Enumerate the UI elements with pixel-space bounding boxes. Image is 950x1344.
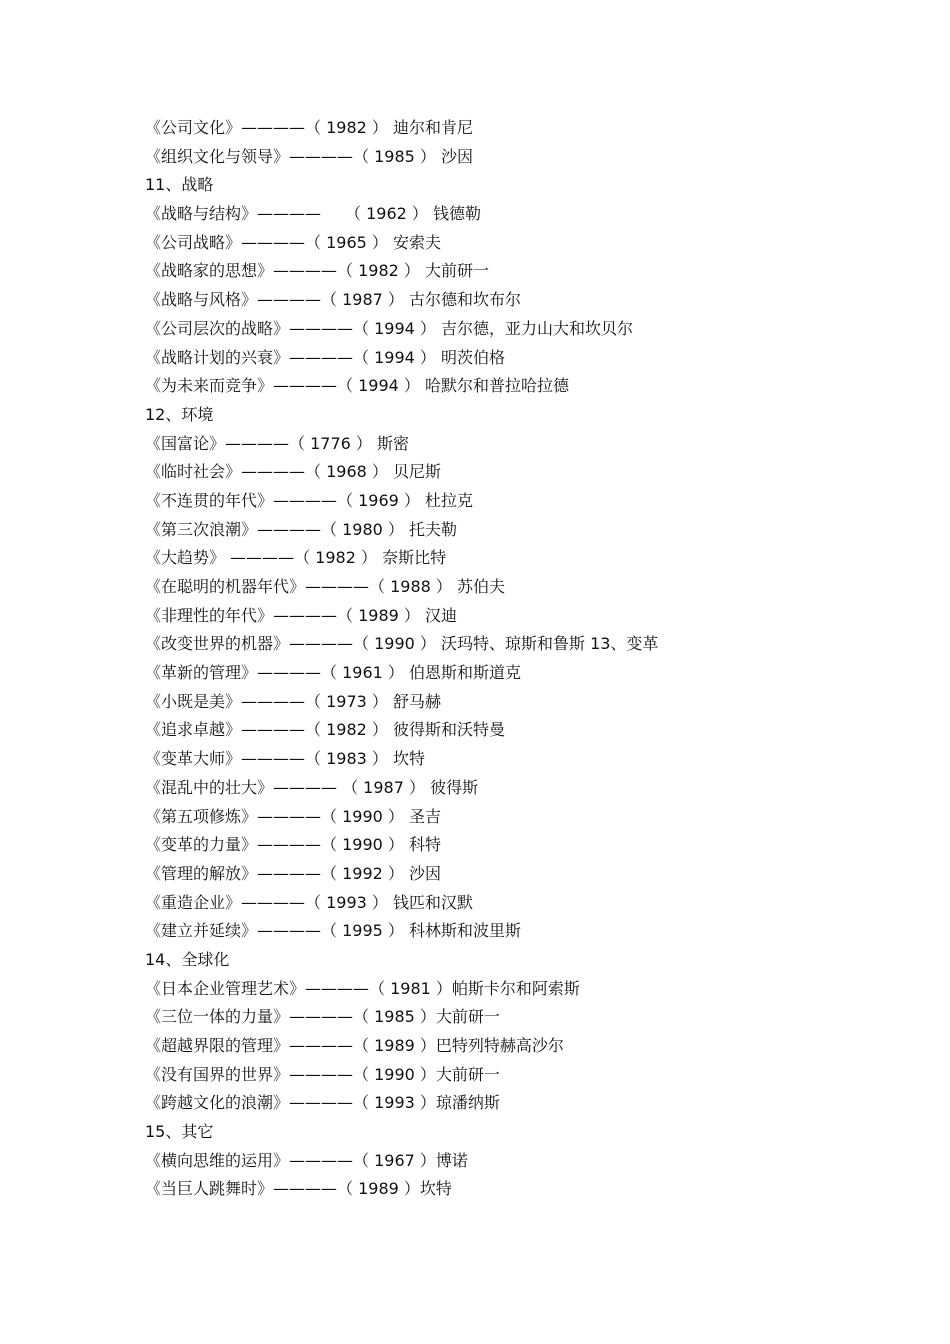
book-entry: 《战略计划的兴衰》————（ 1994 ） 明茨伯格 — [145, 347, 505, 367]
book-entry: 《第五项修炼》————（ 1990 ） 圣吉 — [145, 806, 441, 826]
book-entry: 《建立并延续》————（ 1995 ） 科林斯和波里斯 — [145, 921, 521, 941]
book-entry: 《跨越文化的浪潮》————（ 1993 ）琼潘纳斯 — [145, 1093, 500, 1113]
book-entry: 《公司战略》————（ 1965 ） 安索夫 — [145, 232, 441, 252]
section-heading: 14、全球化 — [145, 949, 230, 969]
book-entry: 《重造企业》————（ 1993 ） 钱匹和汉默 — [145, 892, 473, 912]
section-heading: 15、其它 — [145, 1122, 214, 1142]
book-entry: 《公司文化》————（ 1982 ） 迪尔和肯尼 — [145, 118, 473, 137]
book-entry: 《战略与风格》————（ 1987 ） 古尔德和坎布尔 — [145, 290, 521, 310]
book-entry: 《战略家的思想》————（ 1982 ） 大前研一 — [145, 261, 489, 281]
section-heading: 11、战略 — [145, 175, 214, 195]
book-entry: 《变革的力量》————（ 1990 ） 科特 — [145, 835, 441, 855]
book-entry: 《日本企业管理艺术》————（ 1981 ）帕斯卡尔和阿索斯 — [145, 978, 580, 998]
book-entry: 《变革大师》————（ 1983 ） 坎特 — [145, 749, 425, 769]
book-entry: 《小既是美》————（ 1973 ） 舒马赫 — [145, 691, 441, 711]
book-entry: 《不连贯的年代》————（ 1969 ） 杜拉克 — [145, 490, 473, 510]
book-entry: 《管理的解放》————（ 1992 ） 沙因 — [145, 863, 441, 883]
book-entry: 《公司层次的战略》————（ 1994 ） 吉尔德，亚力山大和坎贝尔 — [145, 318, 633, 338]
book-entry: 《组织文化与领导》————（ 1985 ） 沙因 — [145, 146, 473, 166]
book-entry: 《横向思维的运用》————（ 1967 ）博诺 — [145, 1150, 468, 1170]
book-entry: 《非理性的年代》————（ 1989 ） 汉迪 — [145, 605, 457, 625]
book-entry: 《没有国界的世界》————（ 1990 ）大前研一 — [145, 1064, 500, 1084]
book-entry: 《革新的管理》————（ 1961 ） 伯恩斯和斯道克 — [145, 663, 521, 683]
book-entry: 《超越界限的管理》————（ 1989 ）巴特列特赫高沙尔 — [145, 1036, 564, 1055]
document-body — [145, 114, 925, 1204]
book-entry: 《当巨人跳舞时》————（ 1989 ）坎特 — [145, 1179, 452, 1199]
book-entry: 《战略与结构》———— （ 1962 ） 钱德勒 — [145, 204, 481, 224]
book-entry: 《改变世界的机器》————（ 1990 ） 沃玛特、琼斯和鲁斯 13、变革 — [145, 634, 659, 654]
book-entry: 《在聪明的机器年代》————（ 1988 ） 苏伯夫 — [145, 577, 505, 596]
book-entry: 《混乱中的壮大》———— （ 1987 ） 彼得斯 — [145, 777, 479, 797]
book-entry: 《大趋势》 ————（ 1982 ） 奈斯比特 — [145, 548, 447, 568]
book-entry: 《为未来而竞争》————（ 1994 ） 哈默尔和普拉哈拉德 — [145, 376, 569, 396]
book-entry: 《国富论》————（ 1776 ） 斯密 — [145, 433, 409, 453]
book-entry: 《第三次浪潮》————（ 1980 ） 托夫勒 — [145, 519, 457, 539]
book-entry: 《追求卓越》————（ 1982 ） 彼得斯和沃特曼 — [145, 720, 505, 740]
book-entry: 《临时社会》————（ 1968 ） 贝尼斯 — [145, 462, 441, 482]
section-heading: 12、环境 — [145, 404, 214, 424]
book-entry: 《三位一体的力量》————（ 1985 ）大前研一 — [145, 1007, 500, 1027]
